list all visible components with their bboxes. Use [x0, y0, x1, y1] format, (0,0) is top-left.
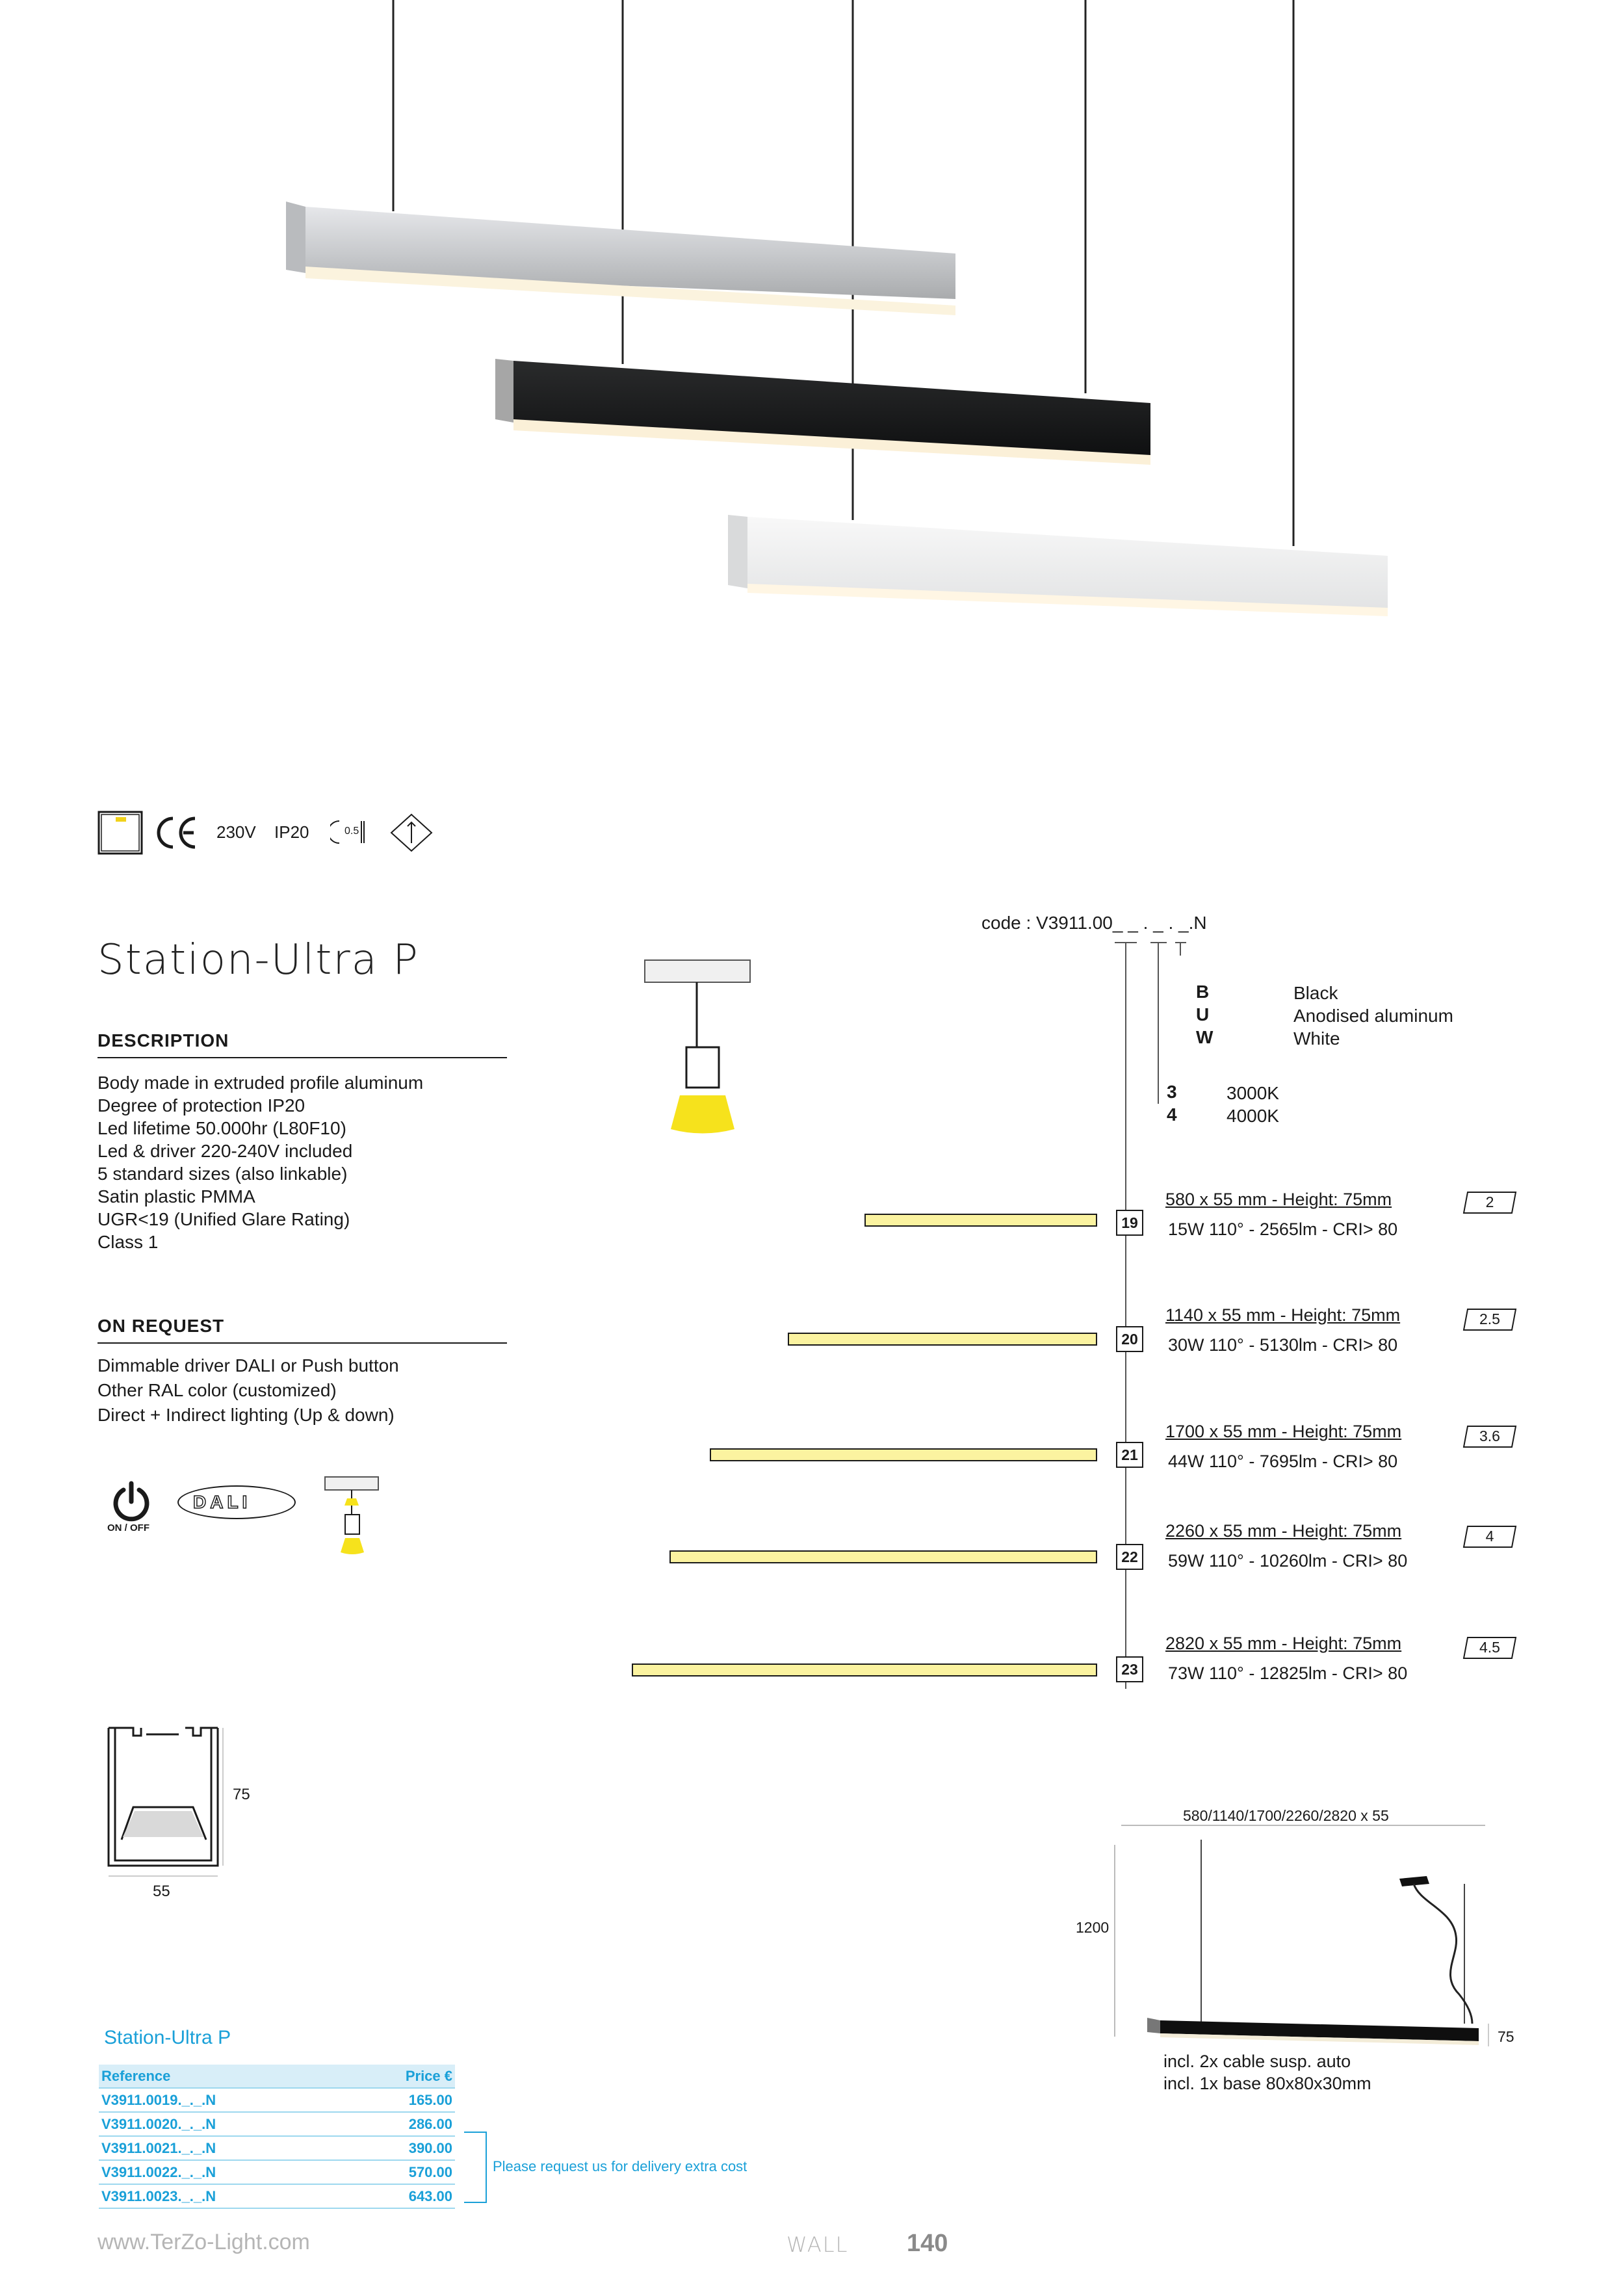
- price-cell: 165.00: [347, 2088, 455, 2112]
- description-line: 5 standard sizes (also linkable): [97, 1164, 348, 1184]
- size-number: 21: [1116, 1442, 1143, 1468]
- drawing-height: 75: [1498, 2028, 1514, 2045]
- pendant-dimension-drawing: [1108, 1819, 1498, 2053]
- reference-cell: V3911.0020._._.N: [99, 2112, 347, 2136]
- power-button-icon: [110, 1481, 152, 1522]
- color-code: W: [1196, 1027, 1214, 1047]
- table-row: [99, 2136, 455, 2160]
- size-spec: 73W 110° - 12825lm - CRI> 80: [1168, 1663, 1408, 1683]
- on-request-line: Other RAL color (customized): [97, 1380, 337, 1400]
- ceiling-mount-icon: [97, 811, 144, 856]
- on-request-line: Dimmable driver DALI or Push button: [97, 1355, 399, 1376]
- weight-value: 2: [1485, 1194, 1494, 1210]
- price-table-title: Station-Ultra P: [104, 2027, 231, 2048]
- size-dimensions: 2820 x 55 mm - Height: 75mm: [1165, 1634, 1402, 1653]
- reference-column-header: Reference: [99, 2065, 347, 2088]
- description-heading: DESCRIPTION: [97, 1030, 229, 1050]
- profile-height: 75: [233, 1786, 250, 1803]
- size-dimensions: 1700 x 55 mm - Height: 75mm: [1165, 1422, 1402, 1441]
- certification-row: [97, 809, 435, 855]
- lamp-length-bar: [864, 1214, 1097, 1227]
- color-code: U: [1196, 1004, 1210, 1024]
- size-spec: 59W 110° - 10260lm - CRI> 80: [1168, 1551, 1408, 1571]
- price-table-header: [99, 2065, 455, 2088]
- included-cable: incl. 2x cable susp. auto: [1163, 2052, 1351, 2071]
- length-dimension: 580/1140/1700/2260/2820 x 55: [1183, 1807, 1389, 1824]
- size-dimensions: 2260 x 55 mm - Height: 75mm: [1165, 1521, 1402, 1541]
- temp-code: 3: [1167, 1082, 1177, 1102]
- table-row: [99, 2088, 455, 2112]
- reference-cell: V3911.0022._._.N: [99, 2160, 347, 2184]
- description-list: [97, 1071, 423, 1253]
- dali-icon: [177, 1485, 296, 1519]
- description-line: UGR<19 (Unified Glare Rating): [97, 1209, 350, 1229]
- voltage-label: 230V: [216, 822, 256, 842]
- product-code: code : V3911.00_ _ . _ . _.N: [981, 913, 1207, 933]
- size-spec: 30W 110° - 5130lm - CRI> 80: [1168, 1335, 1398, 1355]
- description-line: Degree of protection IP20: [97, 1095, 305, 1115]
- temp-name: 4000K: [1227, 1106, 1279, 1126]
- footer-section: WALL: [786, 2232, 849, 2257]
- description-line: Satin plastic PMMA: [97, 1186, 255, 1207]
- on-request-rule: [97, 1342, 507, 1344]
- product-title: Station-Ultra P: [97, 936, 419, 984]
- on-request-heading: ON REQUEST: [97, 1316, 225, 1336]
- price-cell: 643.00: [347, 2184, 455, 2208]
- direction-diamond-icon: [389, 813, 434, 852]
- description-line: Led & driver 220-240V included: [97, 1141, 353, 1161]
- weight-value: 4.5: [1479, 1639, 1500, 1656]
- on-off-label: ON / OFF: [107, 1522, 149, 1533]
- up-down-light-icon: [324, 1476, 386, 1567]
- ce-mark-icon: [155, 815, 200, 851]
- impact-rating-value: 0.5: [344, 826, 359, 837]
- reference-cell: V3911.0023._._.N: [99, 2184, 347, 2208]
- table-row: [99, 2160, 455, 2184]
- pendant-diagram: [643, 959, 760, 1141]
- reference-cell: V3911.0021._._.N: [99, 2136, 347, 2160]
- on-request-line: Direct + Indirect lighting (Up & down): [97, 1405, 395, 1425]
- size-dimensions: 1140 x 55 mm - Height: 75mm: [1165, 1305, 1401, 1325]
- profile-cross-section: [101, 1723, 231, 1885]
- dali-label: DALI: [193, 1492, 252, 1512]
- lamp-length-bar: [788, 1333, 1097, 1346]
- included-base: incl. 1x base 80x80x30mm: [1163, 2074, 1371, 2093]
- profile-width: 55: [153, 1883, 170, 1900]
- cable-length: 1200: [1076, 1919, 1110, 1936]
- lamp-length-bar: [710, 1448, 1097, 1461]
- price-cell: 286.00: [347, 2112, 455, 2136]
- description-line: Led lifetime 50.000hr (L80F10): [97, 1118, 346, 1138]
- size-number: 22: [1116, 1544, 1143, 1570]
- description-line: Body made in extruded profile aluminum: [97, 1073, 424, 1093]
- size-number: 20: [1116, 1326, 1143, 1352]
- description-line: Class 1: [97, 1232, 159, 1252]
- lamp-length-bar: [632, 1663, 1097, 1676]
- color-name: White: [1293, 1028, 1340, 1049]
- color-name: Black: [1293, 983, 1338, 1003]
- color-code: B: [1196, 982, 1210, 1002]
- delivery-note: Please request us for delivery extra cost: [493, 2158, 747, 2174]
- size-number: 19: [1116, 1210, 1143, 1236]
- weight-value: 4: [1485, 1528, 1494, 1545]
- on-request-list: [97, 1353, 399, 1428]
- size-spec: 15W 110° - 2565lm - CRI> 80: [1168, 1220, 1398, 1239]
- table-row: [99, 2112, 455, 2136]
- delivery-bracket: [463, 2131, 489, 2204]
- temp-name: 3000K: [1227, 1083, 1279, 1103]
- price-cell: 390.00: [347, 2136, 455, 2160]
- footer-website[interactable]: www.TerZo-Light.com: [97, 2230, 310, 2254]
- temp-code: 4: [1167, 1104, 1177, 1125]
- reference-cell: V3911.0019._._.N: [99, 2088, 347, 2112]
- product-photo: [247, 0, 1417, 624]
- footer-page-number: 140: [907, 2230, 948, 2257]
- description-rule: [97, 1057, 507, 1058]
- size-dimensions: 580 x 55 mm - Height: 75mm: [1165, 1190, 1392, 1209]
- price-cell: 570.00: [347, 2160, 455, 2184]
- price-table: [99, 2065, 455, 2209]
- table-row: [99, 2184, 455, 2208]
- size-number: 23: [1116, 1656, 1143, 1682]
- weight-value: 3.6: [1479, 1428, 1500, 1444]
- weight-value: 2.5: [1479, 1311, 1500, 1327]
- price-column-header: Price €: [347, 2065, 455, 2088]
- ip-rating-label: IP20: [274, 822, 309, 842]
- color-name: Anodised aluminum: [1293, 1006, 1453, 1026]
- size-spec: 44W 110° - 7695lm - CRI> 80: [1168, 1452, 1398, 1471]
- lamp-length-bar: [669, 1550, 1097, 1563]
